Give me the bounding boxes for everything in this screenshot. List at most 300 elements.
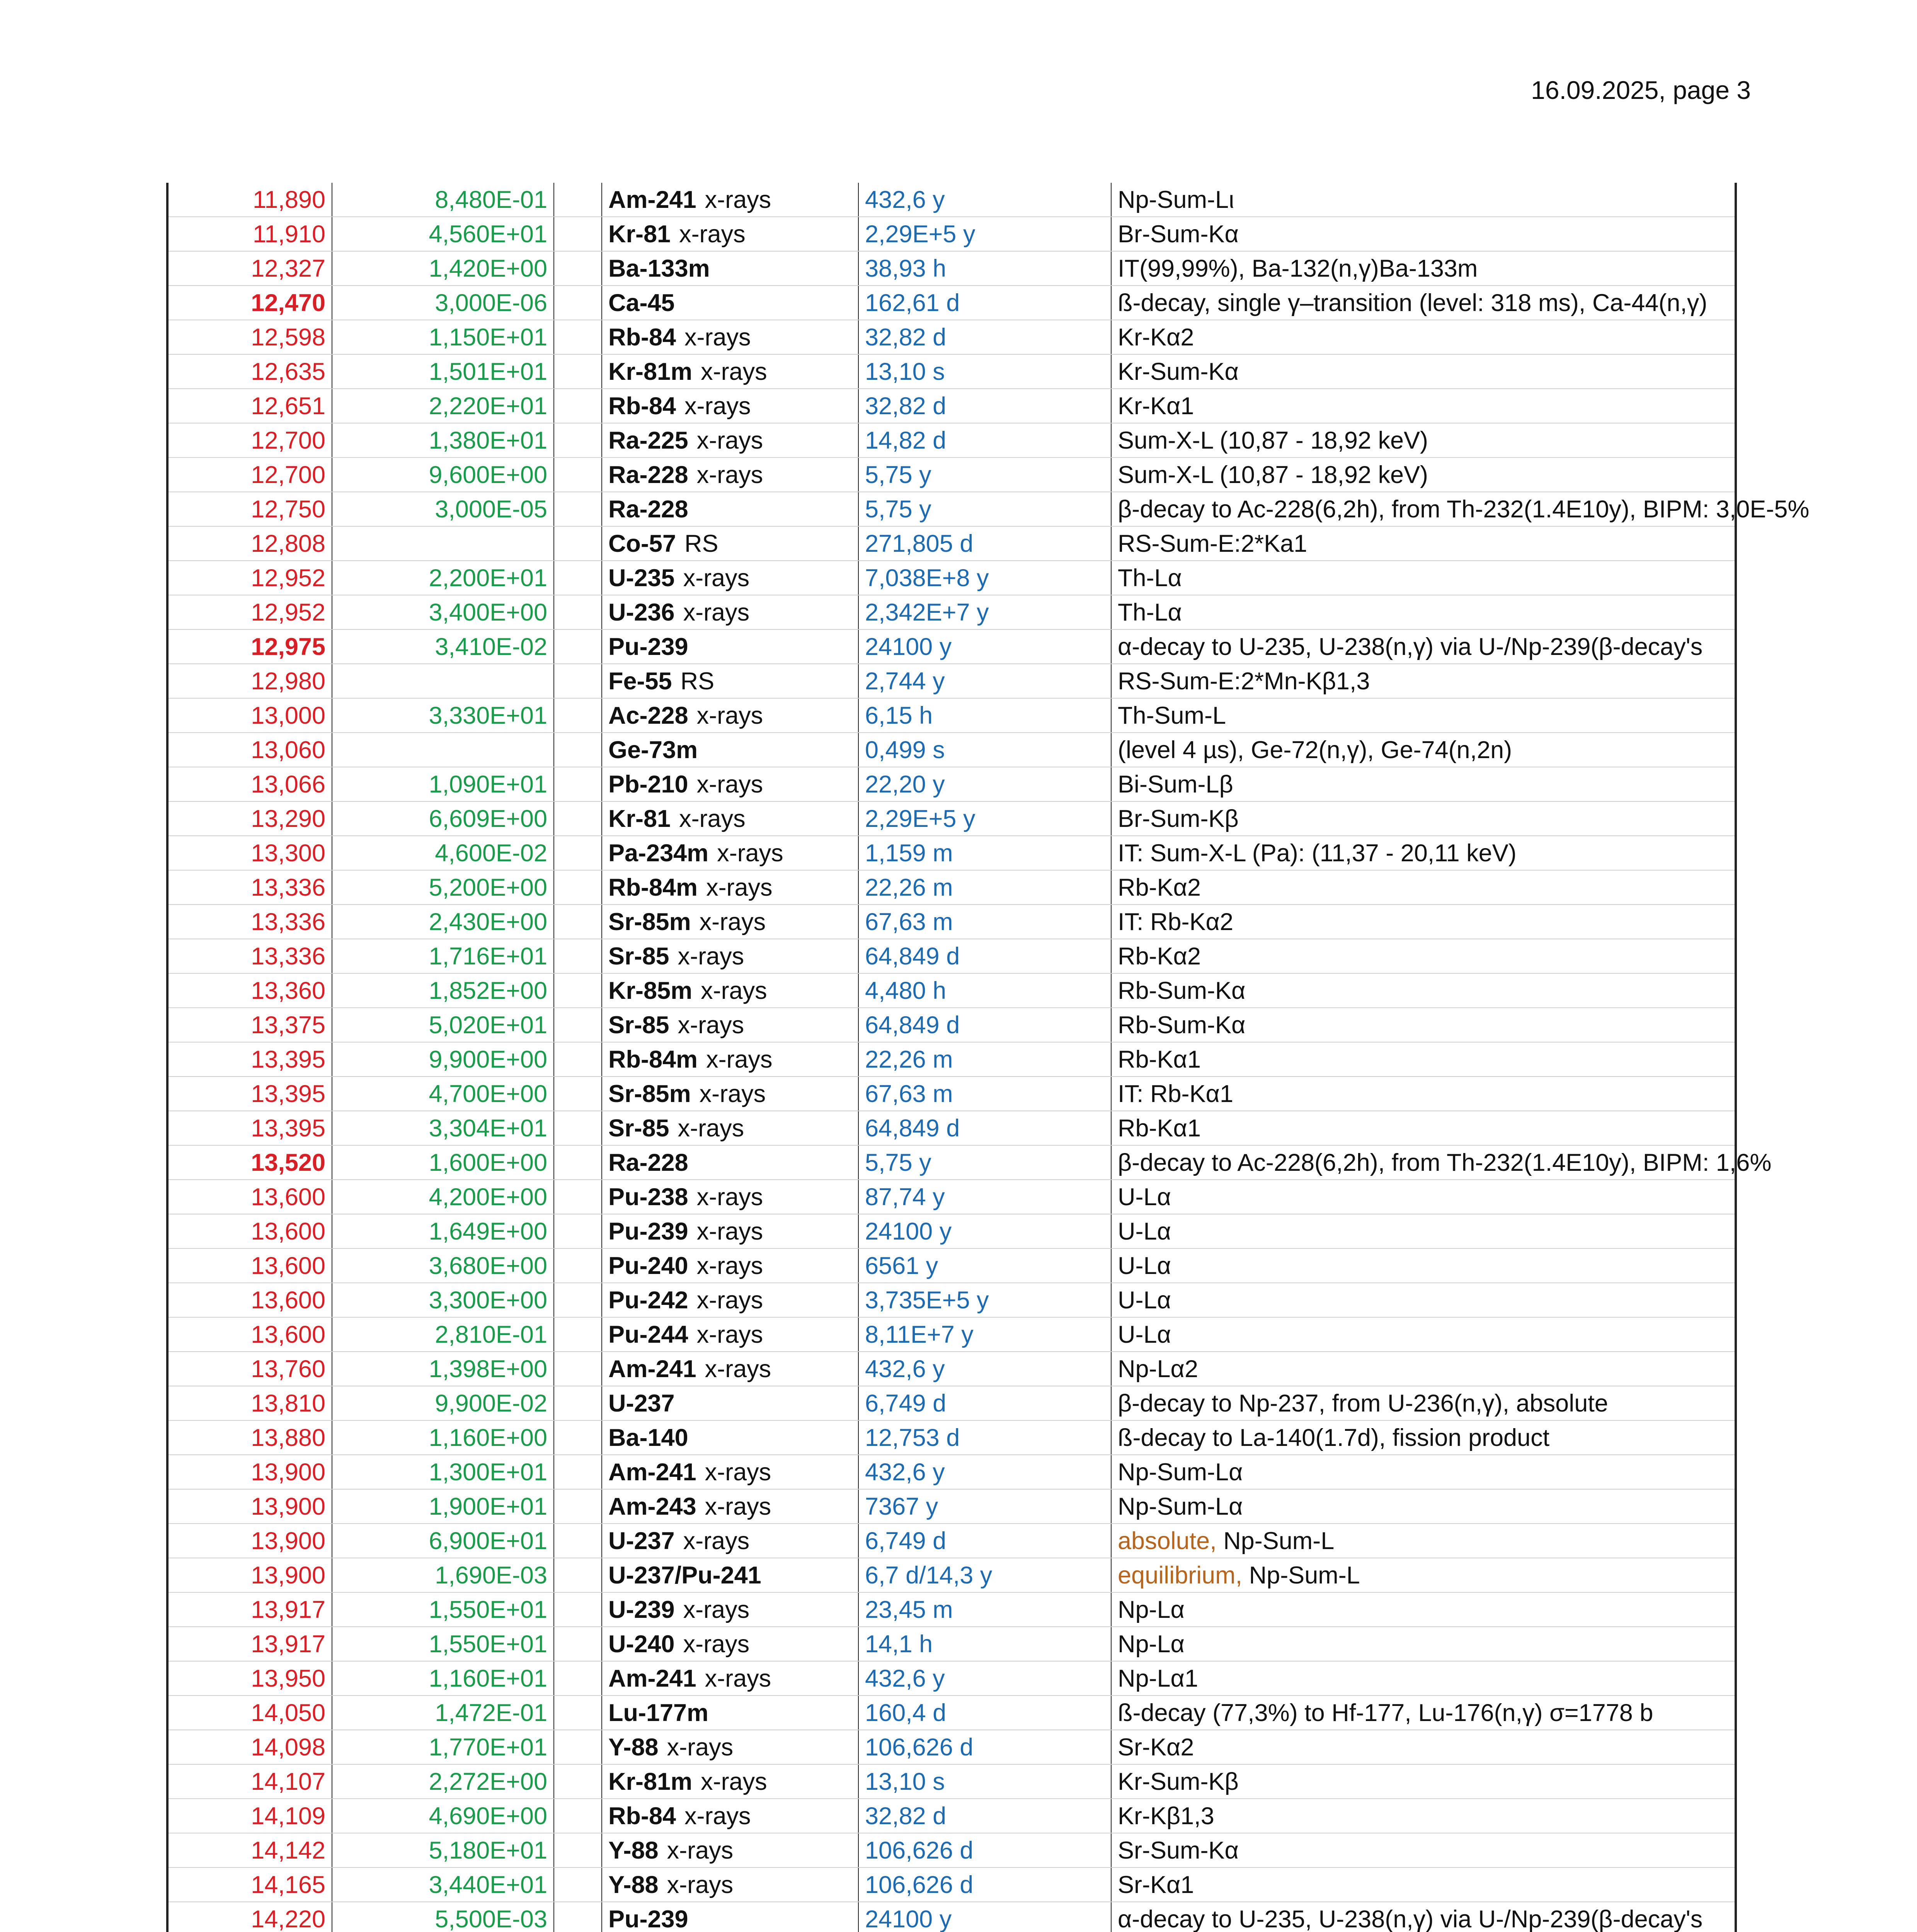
energy-cell: 13,880 (167, 1420, 332, 1455)
nuclide-name: Lu-177m (608, 1699, 709, 1726)
note-text: ß-decay to La-140(1.7d), fission product (1118, 1424, 1550, 1451)
radiation-type: x-rays (696, 427, 763, 454)
energy-cell: 11,890 (167, 183, 332, 217)
nuclide-cell (602, 1042, 858, 1077)
nuclide-cell (602, 1696, 858, 1730)
nuclide-name: Kr-85m (608, 977, 693, 1004)
nuclide-name: Ra-228 (608, 461, 688, 488)
intensity-cell: 9,900E+00 (332, 1042, 554, 1077)
table-row (167, 1386, 1736, 1420)
energy-cell: 13,000 (167, 698, 332, 733)
note-cell (1111, 1283, 1736, 1317)
intensity-cell: 1,300E+01 (332, 1455, 554, 1489)
halflife-cell: 38,93 h (858, 251, 1111, 286)
photon-energy-table (166, 183, 1810, 1932)
radiation-type: x-rays (683, 599, 750, 626)
note-cell (1111, 492, 1810, 526)
note-cell (1111, 870, 1736, 905)
energy-cell: 12,635 (167, 354, 332, 389)
spacer-cell (554, 1558, 602, 1592)
energy-cell: 13,520 (167, 1145, 332, 1180)
energy-cell: 13,600 (167, 1214, 332, 1248)
note-text: U-Lα (1118, 1252, 1171, 1279)
note-text: RS-Sum-E:2*Ka1 (1118, 530, 1308, 557)
nuclide-name: U-237 (608, 1527, 675, 1554)
energy-cell: 13,900 (167, 1524, 332, 1558)
radiation-type: x-rays (701, 358, 767, 385)
intensity-cell: 1,852E+00 (332, 973, 554, 1008)
note-text: IT: Sum-X-L (Pa): (11,37 - 20,11 keV) (1118, 839, 1517, 867)
energy-cell: 13,060 (167, 733, 332, 767)
note-cell (1111, 973, 1736, 1008)
intensity-cell: 2,200E+01 (332, 561, 554, 595)
nuclide-cell (602, 1524, 858, 1558)
halflife-cell: 23,45 m (858, 1592, 1111, 1627)
halflife-cell: 432,6 y (858, 1455, 1111, 1489)
energy-cell: 13,900 (167, 1489, 332, 1524)
table-row (167, 1799, 1736, 1833)
nuclide-cell (602, 354, 858, 389)
radiation-type: x-rays (679, 805, 746, 832)
nuclide-name: Pu-239 (608, 1905, 688, 1932)
note-text: Np-Sum-Lι (1118, 186, 1234, 213)
intensity-cell: 4,600E-02 (332, 836, 554, 870)
intensity-cell: 4,690E+00 (332, 1799, 554, 1833)
spacer-cell (554, 973, 602, 1008)
radiation-type: x-rays (683, 564, 750, 592)
energy-cell: 12,700 (167, 457, 332, 492)
note-cell (1111, 354, 1736, 389)
intensity-cell (332, 664, 554, 698)
halflife-cell: 160,4 d (858, 1696, 1111, 1730)
nuclide-name: Sr-85 (608, 1114, 669, 1142)
spacer-cell (554, 629, 602, 664)
halflife-cell: 24100 y (858, 629, 1111, 664)
table-row (167, 767, 1736, 801)
table-row (167, 183, 1736, 217)
nuclide-cell (602, 1386, 858, 1420)
nuclide-name: Pu-240 (608, 1252, 688, 1279)
note-cell (1111, 595, 1736, 629)
note-text: Rb-Kα2 (1118, 874, 1201, 901)
intensity-cell: 1,550E+01 (332, 1627, 554, 1661)
radiation-type: x-rays (705, 1665, 771, 1692)
nuclide-name: U-235 (608, 564, 675, 592)
spacer-cell (554, 1867, 602, 1902)
nuclide-name: Co-57 (608, 530, 676, 557)
spacer-cell (554, 1111, 602, 1145)
table-row (167, 423, 1736, 457)
intensity-cell: 3,330E+01 (332, 698, 554, 733)
intensity-cell: 5,180E+01 (332, 1833, 554, 1867)
note-text: (level 4 µs), Ge-72(n,γ), Ge-74(n,2n) (1118, 736, 1512, 764)
halflife-cell: 3,735E+5 y (858, 1283, 1111, 1317)
nuclide-cell (602, 457, 858, 492)
nuclide-cell (602, 1833, 858, 1867)
table-row (167, 1489, 1736, 1524)
radiation-type: x-rays (699, 908, 766, 935)
radiation-type: x-rays (696, 702, 763, 729)
spacer-cell (554, 939, 602, 973)
note-cell (1111, 1180, 1736, 1214)
nuclide-name: Am-243 (608, 1493, 696, 1520)
note-cell (1111, 1627, 1736, 1661)
note-cell (1111, 801, 1736, 836)
radiation-type: x-rays (696, 1218, 763, 1245)
intensity-cell: 1,550E+01 (332, 1592, 554, 1627)
radiation-type: x-rays (705, 1458, 771, 1486)
halflife-cell: 432,6 y (858, 183, 1111, 217)
halflife-cell: 5,75 y (858, 457, 1111, 492)
energy-cell: 13,900 (167, 1455, 332, 1489)
note-text: Rb-Sum-Kα (1118, 1011, 1246, 1039)
intensity-cell: 3,300E+00 (332, 1283, 554, 1317)
halflife-cell: 6,749 d (858, 1386, 1111, 1420)
note-text: Np-Lα1 (1118, 1665, 1199, 1692)
halflife-cell: 432,6 y (858, 1661, 1111, 1696)
spacer-cell (554, 320, 602, 354)
nuclide-name: Pu-244 (608, 1321, 688, 1348)
halflife-cell: 13,10 s (858, 1764, 1111, 1799)
halflife-cell: 5,75 y (858, 492, 1111, 526)
table-row (167, 801, 1736, 836)
energy-cell: 13,917 (167, 1627, 332, 1661)
intensity-cell: 1,600E+00 (332, 1145, 554, 1180)
note-cell (1111, 1592, 1736, 1627)
intensity-cell: 1,900E+01 (332, 1489, 554, 1524)
nuclide-name: Y-88 (608, 1837, 659, 1864)
radiation-type: x-rays (696, 461, 763, 488)
nuclide-name: Pu-238 (608, 1183, 688, 1211)
nuclide-name: Kr-81m (608, 358, 693, 385)
note-text: Br-Sum-Kβ (1118, 805, 1239, 832)
spacer-cell (554, 251, 602, 286)
energy-cell: 13,360 (167, 973, 332, 1008)
halflife-cell: 8,11E+7 y (858, 1317, 1111, 1352)
nuclide-cell (602, 1455, 858, 1489)
note-text: Sum-X-L (10,87 - 18,92 keV) (1118, 427, 1428, 454)
intensity-cell: 3,400E+00 (332, 595, 554, 629)
table-row (167, 1867, 1736, 1902)
radiation-type: x-rays (684, 392, 751, 420)
nuclide-cell (602, 870, 858, 905)
intensity-cell: 1,398E+00 (332, 1352, 554, 1386)
energy-cell: 12,327 (167, 251, 332, 286)
note-cell (1111, 1214, 1736, 1248)
spacer-cell (554, 1008, 602, 1042)
nuclide-name: Ra-228 (608, 495, 688, 523)
table-row (167, 251, 1736, 286)
intensity-cell: 2,430E+00 (332, 905, 554, 939)
nuclide-cell (602, 1661, 858, 1696)
note-cell (1111, 1833, 1736, 1867)
energy-cell: 11,910 (167, 217, 332, 251)
intensity-cell: 6,900E+01 (332, 1524, 554, 1558)
spacer-cell (554, 1180, 602, 1214)
nuclide-cell (602, 836, 858, 870)
nuclide-name: Ra-228 (608, 1149, 688, 1176)
nuclide-name: Rb-84m (608, 1046, 698, 1073)
spacer-cell (554, 1489, 602, 1524)
table-row (167, 939, 1736, 973)
halflife-cell: 106,626 d (858, 1867, 1111, 1902)
energy-cell: 13,600 (167, 1248, 332, 1283)
table-row (167, 1042, 1736, 1077)
intensity-cell: 1,649E+00 (332, 1214, 554, 1248)
nuclide-cell (602, 664, 858, 698)
table-row (167, 1420, 1736, 1455)
note-cell (1111, 217, 1736, 251)
spacer-cell (554, 1902, 602, 1932)
radiation-type: x-rays (678, 942, 744, 970)
nuclide-name: Am-241 (608, 1458, 696, 1486)
halflife-cell: 22,20 y (858, 767, 1111, 801)
nuclide-cell (602, 286, 858, 320)
nuclide-name: Y-88 (608, 1871, 659, 1898)
note-text: Kr-Kα1 (1118, 392, 1194, 420)
energy-cell: 12,651 (167, 389, 332, 423)
nuclide-cell (602, 389, 858, 423)
nuclide-name: Sr-85 (608, 1011, 669, 1039)
spacer-cell (554, 1317, 602, 1352)
halflife-cell: 64,849 d (858, 1111, 1111, 1145)
radiation-type: x-rays (684, 323, 751, 351)
note-cell (1111, 183, 1736, 217)
energy-cell: 14,142 (167, 1833, 332, 1867)
energy-cell: 13,395 (167, 1077, 332, 1111)
radiation-type: x-rays (717, 839, 783, 867)
table-row (167, 389, 1736, 423)
note-text: U-Lα (1118, 1218, 1171, 1245)
note-cell (1111, 1111, 1736, 1145)
intensity-cell: 9,600E+00 (332, 457, 554, 492)
note-text: Np-Lα (1118, 1596, 1185, 1623)
radiation-type: x-rays (701, 1768, 767, 1795)
nuclide-cell (602, 767, 858, 801)
intensity-cell: 6,609E+00 (332, 801, 554, 836)
intensity-cell (332, 526, 554, 561)
energy-cell: 13,950 (167, 1661, 332, 1696)
table-row (167, 664, 1736, 698)
halflife-cell: 106,626 d (858, 1833, 1111, 1867)
nuclide-name: Sr-85 (608, 942, 669, 970)
note-text: Rb-Kα1 (1118, 1046, 1201, 1073)
table-row (167, 1283, 1736, 1317)
note-text: Kr-Sum-Kα (1118, 358, 1239, 385)
intensity-cell: 1,150E+01 (332, 320, 554, 354)
spacer-cell (554, 217, 602, 251)
radiation-type: x-rays (683, 1596, 750, 1623)
note-cell (1111, 1455, 1736, 1489)
table-row (167, 1180, 1736, 1214)
energy-cell: 12,952 (167, 561, 332, 595)
nuclide-name: Pu-239 (608, 633, 688, 660)
energy-cell: 13,336 (167, 939, 332, 973)
halflife-cell: 24100 y (858, 1214, 1111, 1248)
intensity-cell: 3,000E-05 (332, 492, 554, 526)
intensity-cell: 5,500E-03 (332, 1902, 554, 1932)
radiation-type: x-rays (667, 1871, 734, 1898)
nuclide-name: U-237/Pu-241 (608, 1561, 761, 1589)
spacer-cell (554, 1730, 602, 1764)
halflife-cell: 6,7 d/14,3 y (858, 1558, 1111, 1592)
note-cell (1111, 1145, 1772, 1180)
halflife-cell: 7367 y (858, 1489, 1111, 1524)
intensity-cell: 3,440E+01 (332, 1867, 554, 1902)
table-row (167, 1558, 1736, 1592)
halflife-cell: 32,82 d (858, 389, 1111, 423)
note-cell (1111, 1386, 1736, 1420)
spacer-cell (554, 595, 602, 629)
intensity-cell: 8,480E-01 (332, 183, 554, 217)
intensity-cell (332, 733, 554, 767)
nuclide-cell (602, 526, 858, 561)
spacer-cell (554, 801, 602, 836)
note-text: U-Lα (1118, 1321, 1171, 1348)
nuclide-cell (602, 561, 858, 595)
spacer-cell (554, 423, 602, 457)
spacer-cell (554, 1661, 602, 1696)
spacer-cell (554, 1833, 602, 1867)
note-text: Th-Lα (1118, 564, 1182, 592)
table-row (167, 836, 1736, 870)
spacer-cell (554, 1042, 602, 1077)
nuclide-cell (602, 1489, 858, 1524)
intensity-cell: 3,680E+00 (332, 1248, 554, 1283)
nuclide-cell (602, 320, 858, 354)
note-text: Kr-Kα2 (1118, 323, 1194, 351)
energy-cell: 14,109 (167, 1799, 332, 1833)
note-text: ß-decay (77,3%) to Hf-177, Lu-176(n,γ) σ=1778 b (1118, 1699, 1653, 1726)
energy-cell: 13,066 (167, 767, 332, 801)
note-cell (1111, 1352, 1736, 1386)
note-cell (1111, 733, 1736, 767)
nuclide-name: Rb-84m (608, 874, 698, 901)
spacer-cell (554, 1145, 602, 1180)
note-text: IT(99,99%), Ba-132(n,γ)Ba-133m (1118, 255, 1478, 282)
intensity-cell: 1,160E+01 (332, 1661, 554, 1696)
note-text: Np-Sum-Lα (1118, 1493, 1243, 1520)
nuclide-cell (602, 1248, 858, 1283)
halflife-cell: 2,29E+5 y (858, 217, 1111, 251)
nuclide-cell (602, 1283, 858, 1317)
intensity-cell: 1,380E+01 (332, 423, 554, 457)
table-row (167, 526, 1736, 561)
note-cell (1111, 1489, 1736, 1524)
radiation-type: x-rays (696, 1321, 763, 1348)
note-prefix: equilibrium, (1118, 1561, 1243, 1589)
table-row (167, 1833, 1736, 1867)
spacer-cell (554, 905, 602, 939)
radiation-type: x-rays (701, 977, 767, 1004)
note-cell (1111, 836, 1736, 870)
note-cell (1111, 767, 1736, 801)
intensity-cell: 3,304E+01 (332, 1111, 554, 1145)
spacer-cell (554, 1627, 602, 1661)
nuclide-cell (602, 1902, 858, 1932)
note-cell (1111, 1077, 1736, 1111)
note-text: U-Lα (1118, 1286, 1171, 1314)
intensity-cell: 1,160E+00 (332, 1420, 554, 1455)
note-text: IT: Rb-Kα2 (1118, 908, 1234, 935)
radiation-type: x-rays (679, 220, 746, 248)
spacer-cell (554, 492, 602, 526)
spacer-cell (554, 733, 602, 767)
halflife-cell: 7,038E+8 y (858, 561, 1111, 595)
spacer-cell (554, 698, 602, 733)
note-text: Rb-Kα1 (1118, 1114, 1201, 1142)
radiation-type: x-rays (696, 1183, 763, 1211)
table-row (167, 1902, 1736, 1932)
nuclide-name: Am-241 (608, 186, 696, 213)
energy-cell: 13,395 (167, 1111, 332, 1145)
energy-cell: 12,470 (167, 286, 332, 320)
table-row (167, 973, 1736, 1008)
radiation-type: x-rays (705, 186, 771, 213)
halflife-cell: 14,1 h (858, 1627, 1111, 1661)
energy-cell: 13,336 (167, 870, 332, 905)
spacer-cell (554, 1455, 602, 1489)
note-text: U-Lα (1118, 1183, 1171, 1211)
spacer-cell (554, 183, 602, 217)
note-cell (1111, 698, 1736, 733)
note-text: Sr-Kα2 (1118, 1733, 1194, 1761)
spacer-cell (554, 389, 602, 423)
spacer-cell (554, 1352, 602, 1386)
nuclide-cell (602, 973, 858, 1008)
note-cell (1111, 1042, 1736, 1077)
radiation-type: x-rays (683, 1527, 750, 1554)
spacer-cell (554, 526, 602, 561)
note-text: Sum-X-L (10,87 - 18,92 keV) (1118, 461, 1428, 488)
intensity-cell: 1,501E+01 (332, 354, 554, 389)
halflife-cell: 432,6 y (858, 1352, 1111, 1386)
halflife-cell: 4,480 h (858, 973, 1111, 1008)
radiation-type: x-rays (705, 1493, 771, 1520)
note-text: Th-Sum-L (1118, 702, 1226, 729)
note-cell (1111, 526, 1736, 561)
table-row (167, 457, 1736, 492)
note-cell (1111, 1248, 1736, 1283)
note-cell (1111, 1730, 1736, 1764)
nuclide-name: Rb-84 (608, 392, 676, 420)
nuclide-name: Pu-242 (608, 1286, 688, 1314)
intensity-cell: 5,200E+00 (332, 870, 554, 905)
energy-cell: 13,917 (167, 1592, 332, 1627)
energy-cell: 13,395 (167, 1042, 332, 1077)
energy-cell: 12,750 (167, 492, 332, 526)
table-row (167, 1008, 1736, 1042)
nuclide-cell (602, 1867, 858, 1902)
nuclide-name: Ac-228 (608, 702, 688, 729)
intensity-cell: 1,090E+01 (332, 767, 554, 801)
note-text: Np-Sum-L (1249, 1561, 1360, 1589)
energy-cell: 13,760 (167, 1352, 332, 1386)
intensity-cell: 2,220E+01 (332, 389, 554, 423)
nuclide-cell (602, 905, 858, 939)
table-row (167, 1317, 1736, 1352)
radiation-type: RS (680, 667, 715, 695)
halflife-cell: 32,82 d (858, 1799, 1111, 1833)
nuclide-name: Pu-239 (608, 1218, 688, 1245)
intensity-cell: 5,020E+01 (332, 1008, 554, 1042)
nuclide-cell (602, 801, 858, 836)
note-text: Rb-Sum-Kα (1118, 977, 1246, 1004)
spacer-cell (554, 1214, 602, 1248)
energy-cell: 13,600 (167, 1317, 332, 1352)
note-cell (1111, 320, 1736, 354)
radiation-type: x-rays (684, 1802, 751, 1830)
